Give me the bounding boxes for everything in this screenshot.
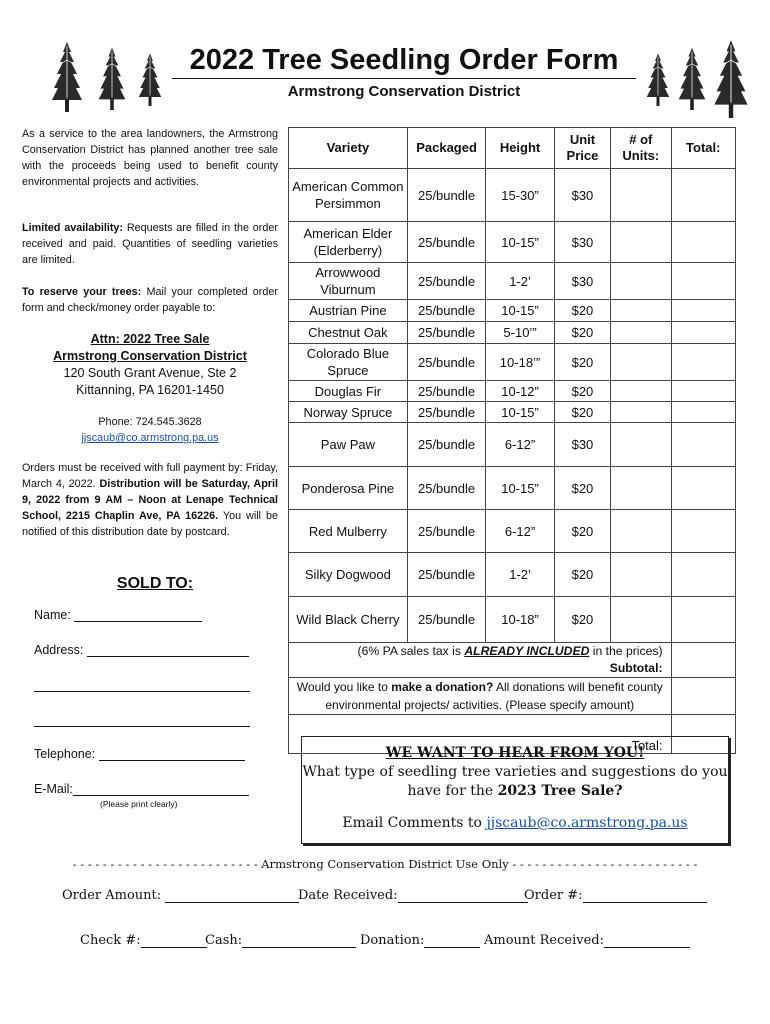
cell-variety: Silky Dogwood [289,553,408,597]
donation-label: Donation: [360,933,425,948]
cell-variety: Arrowwood Viburnum [289,263,408,300]
donation-line[interactable] [424,933,480,948]
amount-received-line[interactable] [604,933,690,948]
order-number-field[interactable] [524,888,707,903]
cell-total-input[interactable] [671,169,735,222]
cell-variety: Chestnut Oak [289,322,408,344]
office-use-divider: - - - - - - - - - - - - - - - - - - - - - - - - - Armstrong Conservation District Use Only - - - - - - - - - - - - - - - - - - - - - - - - - [72,857,698,871]
cell-packaged: 25/bundle [407,510,486,553]
table-header-row [289,128,736,169]
mailing-address [22,331,278,399]
address-input-line[interactable] [87,643,249,657]
contact-email-link[interactable]: jjscaub@co.armstrong.pa.us [81,432,219,444]
col-total: Total: [671,128,735,169]
feedback-box [301,736,729,844]
table-row [289,344,736,381]
donation-post: All donations will benefit county environmental projects/ activities. (Please specify amount) [325,680,663,712]
cell-height: 10-15” [486,402,554,423]
table-row [289,510,736,553]
attn-line: Attn: 2022 Tree Sale [90,332,210,346]
donation-note [289,678,672,715]
donation-row [289,678,736,715]
cell-unit-price: $20 [554,402,610,423]
street-line: 120 South Grant Avenue, Ste 2 [63,366,237,380]
cell-variety: Colorado Blue Spruce [289,344,408,381]
subtotal-cell[interactable] [671,643,735,678]
cell-units-input[interactable] [611,510,671,553]
cell-packaged: 25/bundle [407,344,486,381]
tax-row [289,643,736,678]
cell-unit-price: $20 [554,597,610,643]
cell-height: 10-12” [486,381,554,402]
check-number-line[interactable] [141,933,207,948]
cell-units-input[interactable] [611,169,671,222]
order-number-label: Order #: [524,888,583,903]
cell-height: 6-12” [486,510,554,553]
table-row [289,381,736,402]
cell-height: 1-2’ [486,553,554,597]
cell-total-input[interactable] [671,300,735,322]
deadline-text: Orders must be received with full payment by: Friday, March 4, 2022. [22,462,278,490]
telephone-input-line[interactable] [99,747,245,761]
cell-unit-price: $20 [554,553,610,597]
feedback-heading: WE WANT TO HEAR FROM YOU! [385,745,645,761]
cell-units-input[interactable] [611,222,671,263]
amount-received-field[interactable] [484,933,690,948]
cell-total-input[interactable] [671,222,735,263]
cell-total-input[interactable] [671,322,735,344]
cell-unit-price: $20 [554,381,610,402]
cell-height: 10-18’” [486,344,554,381]
address-line-2[interactable] [34,691,250,692]
cell-total-input[interactable] [671,597,735,643]
pine-tree-icon [98,46,128,110]
cell-height: 5-10’” [486,322,554,344]
amount-received-label: Amount Received: [484,933,604,948]
donation-field[interactable] [360,933,480,948]
address-line-3[interactable] [34,726,250,727]
feedback-question [302,763,728,801]
postcard-text: You will be notified of this distribution date by postcard. [22,510,278,538]
col-packaged: Packaged [407,128,486,169]
cell-units-input[interactable] [611,402,671,423]
cell-total-input[interactable] [671,381,735,402]
distribution-text: Distribution will be Saturday, April 9, 2022 from 9 AM – Noon at Lenape Technical School, 2215 Chaplin Ave, PA 16226. [22,478,278,522]
city-line: Kittanning, PA 16201-1450 [76,383,224,397]
cell-height: 1-2’ [486,263,554,300]
cell-units-input[interactable] [611,344,671,381]
table-row [289,322,736,344]
table-row [289,402,736,423]
pine-tree-icon [138,52,168,106]
feedback-email-link[interactable]: jjscaub@co.armstrong.pa.us [486,815,688,831]
cash-label: Cash: [205,933,243,948]
name-field[interactable] [34,608,202,622]
limited-paragraph [22,220,278,268]
order-amount-line[interactable] [165,888,299,903]
cell-unit-price: $20 [554,344,610,381]
address-field[interactable] [34,643,249,657]
pine-tree-icon [714,38,744,118]
order-amount-field[interactable] [62,888,299,903]
table-row [289,300,736,322]
cell-total-input[interactable] [671,263,735,300]
col-units: # of Units: [611,128,671,169]
cell-variety: Red Mulberry [289,510,408,553]
cell-variety: Paw Paw [289,423,408,467]
donation-bold: make a donation? [391,680,494,694]
table-row [289,553,736,597]
telephone-field[interactable] [34,747,245,761]
page-subtitle: Armstrong Conservation District [287,83,521,100]
cell-packaged: 25/bundle [407,300,486,322]
cell-total-input[interactable] [671,402,735,423]
cell-packaged: 25/bundle [407,402,486,423]
pine-tree-icon [52,40,82,112]
cell-variety: Wild Black Cherry [289,597,408,643]
date-received-label: Date Received: [298,888,398,903]
col-unit-price: Unit Price [554,128,610,169]
donation-pre: Would you like to [296,680,392,694]
name-label: Name: [34,608,71,622]
table-row [289,423,736,467]
page-title: 2022 Tree Seedling Order Form [189,44,619,76]
date-received-field[interactable] [298,888,528,903]
cell-height: 6-12” [486,423,554,467]
cell-variety: American Common Persimmon [289,169,408,222]
check-number-field[interactable] [80,933,207,948]
cell-height: 10-15” [486,467,554,510]
cell-height: 10-15” [486,300,554,322]
reserve-text: Mail your completed order form and check/money order payable to: [22,286,279,314]
cell-packaged: 25/bundle [407,263,486,300]
sold-to-heading: SOLD TO: [116,575,194,592]
col-variety: Variety [289,128,408,169]
table-row [289,222,736,263]
cell-total-input[interactable] [671,553,735,597]
pine-tree-icon [678,46,708,110]
col-height: Height [486,128,554,169]
feedback-email-line [302,815,728,831]
cell-variety: American Elder (Elderberry) [289,222,408,263]
telephone-label: Telephone: [34,747,96,761]
reserve-paragraph [22,284,278,316]
cell-units-input[interactable] [611,553,671,597]
cell-unit-price: $30 [554,169,610,222]
cell-units-input[interactable] [611,263,671,300]
phone-line: Phone: 724.545.3628 [98,416,202,428]
total-label: Total: [289,715,672,754]
cell-units-input[interactable] [611,381,671,402]
cell-variety: Douglas Fir [289,381,408,402]
table-row [289,597,736,643]
cell-variety: Norway Spruce [289,402,408,423]
feedback-email-label: Email Comments to [342,815,487,831]
cell-packaged: 25/bundle [407,169,486,222]
cell-units-input[interactable] [611,467,671,510]
cell-packaged: 25/bundle [407,553,486,597]
cell-unit-price: $20 [554,467,610,510]
feedback-question-bold: 2023 Tree Sale? [497,783,623,799]
cell-unit-price: $30 [554,263,610,300]
feedback-question-text: What type of seedling tree varieties and suggestions do you have for the [302,764,728,799]
table-row [289,467,736,510]
subtotal-label: Subtotal: [609,661,663,675]
email-input-line[interactable] [73,782,249,796]
cell-packaged: 25/bundle [407,381,486,402]
cell-variety: Ponderosa Pine [289,467,408,510]
cell-height: 10-18” [486,597,554,643]
table-row [289,263,736,300]
org-line: Armstrong Conservation District [53,349,247,363]
tax-pre: (6% PA sales tax is [357,644,465,658]
cell-units-input[interactable] [611,322,671,344]
limited-label: Limited availability: [22,222,124,234]
contact-block [22,414,278,446]
title-rule [172,78,636,79]
reserve-label: To reserve your trees: [22,286,142,298]
check-number-label: Check #: [80,933,141,948]
pine-tree-icon [646,52,676,106]
table-row [289,169,736,222]
cell-height: 15-30” [486,169,554,222]
tax-emphasis: ALREADY INCLUDED [464,644,590,658]
cell-packaged: 25/bundle [407,423,486,467]
cell-unit-price: $20 [554,510,610,553]
cell-units-input[interactable] [611,300,671,322]
donation-cell[interactable] [671,678,735,715]
order-amount-label: Order Amount: [62,888,162,903]
tax-note [289,643,672,678]
cell-unit-price: $30 [554,222,610,263]
limited-text: Requests are filled in the order received and paid. Quantities of seedling varieties are limited. [22,222,279,266]
cash-field[interactable] [205,933,356,948]
email-field[interactable] [34,782,249,796]
order-table [288,127,736,754]
cell-total-input[interactable] [671,510,735,553]
cell-packaged: 25/bundle [407,597,486,643]
cell-total-input[interactable] [671,467,735,510]
cell-units-input[interactable] [611,597,671,643]
tax-post: in the prices) [589,644,663,658]
distribution-paragraph [22,460,278,540]
cell-packaged: 25/bundle [407,467,486,510]
cell-unit-price: $20 [554,300,610,322]
print-note: (Please print clearly) [100,799,178,809]
name-input-line[interactable] [74,608,202,622]
cell-total-input[interactable] [671,344,735,381]
cell-packaged: 25/bundle [407,222,486,263]
cell-packaged: 25/bundle [407,322,486,344]
cell-unit-price: $30 [554,423,610,467]
cell-units-input[interactable] [611,423,671,467]
cell-total-input[interactable] [671,423,735,467]
intro-paragraph: As a service to the area landowners, the Armstrong Conservation District has planned another tree sale with the proceeds being used to benefit county environmental projects and activities. [22,128,278,188]
date-received-line[interactable] [398,888,528,903]
email-label: E-Mail: [34,782,73,796]
cell-height: 10-15” [486,222,554,263]
order-number-line[interactable] [583,888,707,903]
cell-variety: Austrian Pine [289,300,408,322]
cash-line[interactable] [242,933,356,948]
address-label: Address: [34,643,84,657]
cell-unit-price: $20 [554,322,610,344]
